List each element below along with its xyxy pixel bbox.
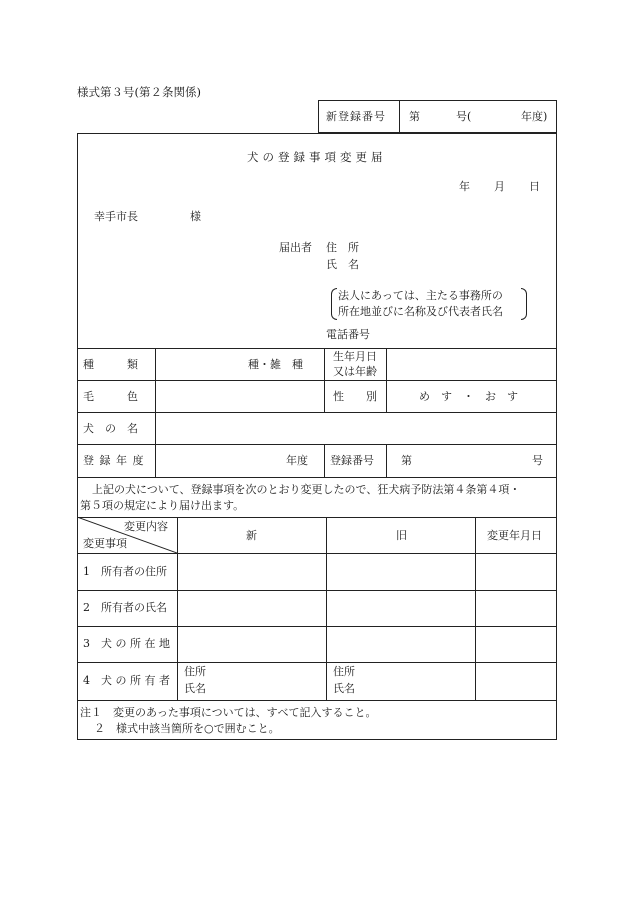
rule [77, 590, 557, 591]
rule [77, 626, 557, 627]
divider [177, 517, 178, 700]
corporate-note-line2: 所在地並びに名称及び代表者氏名 [338, 305, 503, 318]
divider [475, 517, 476, 700]
applicant-address-label: 住 所 [326, 241, 359, 254]
applicant-label: 届出者 [279, 241, 312, 254]
dog-birth-label-line1: 生年月日 [333, 350, 377, 363]
divider [324, 348, 325, 412]
note-line1: 注１ 変更のあった事項については、すべて記入すること。 [80, 706, 377, 719]
date-month: 月 [494, 180, 505, 193]
corner-change-content: 変更内容 [124, 520, 168, 533]
date-day: 日 [529, 180, 540, 193]
dai-label: 第 [409, 110, 420, 123]
nendo-label: 年度) [521, 110, 548, 123]
divider [324, 444, 325, 477]
new-owner-address-label: 住所 [184, 665, 206, 678]
note-line2: ２ 様式中該当箇所を○で囲むこと。 [94, 722, 280, 735]
change-row-label: 1 所有者の住所 [83, 565, 167, 578]
corporate-note-bracket-left [331, 288, 337, 320]
applicant-name-label: 氏 名 [326, 258, 359, 271]
form-title: 犬の登録事項変更届 [247, 150, 387, 164]
rule [77, 553, 557, 554]
rule [77, 700, 557, 701]
reg-year-label: 登 録 年 度 [83, 454, 145, 467]
new-registration-label: 新登録番号 [326, 110, 386, 123]
divider [386, 348, 387, 412]
addressee-honorific: 様 [190, 210, 201, 223]
change-row-label: 3 犬 の 所 在 地 [83, 637, 170, 650]
rule [77, 444, 557, 445]
old-owner-name-label: 氏名 [333, 682, 355, 695]
rule [77, 477, 557, 478]
corporate-note-bracket-right [521, 288, 527, 320]
form-label: 様式第３号(第２条関係) [77, 85, 201, 99]
divider [155, 348, 156, 477]
column-change-date: 変更年月日 [487, 529, 542, 542]
corporate-note-line1: 法人にあっては、主たる事務所の [338, 289, 503, 302]
column-old: 旧 [396, 529, 407, 542]
change-row-label: 2 所有者の氏名 [83, 601, 167, 614]
date-year: 年 [459, 180, 470, 193]
change-row-label: 4 犬 の 所 有 者 [83, 674, 170, 687]
dog-sex-value: め す ・ お す [419, 390, 518, 403]
statement-line2: 第５項の規定により届け出ます。 [80, 499, 245, 512]
rule [77, 348, 557, 349]
divider [326, 517, 327, 700]
rule [77, 662, 557, 663]
reg-number-dai: 第 [401, 454, 412, 467]
divider [399, 100, 400, 133]
reg-year-value: 年度 [286, 454, 308, 467]
dog-type-label: 種 類 [83, 358, 138, 371]
reg-number-go: 号 [532, 454, 543, 467]
dog-sex-label: 性 別 [333, 390, 377, 403]
reg-number-label: 登録番号 [330, 454, 374, 467]
dog-birth-label-line2: 又は年齢 [333, 365, 377, 378]
addressee: 幸手市長 [94, 210, 138, 223]
corner-change-item: 変更事項 [83, 537, 127, 550]
divider [386, 444, 387, 477]
column-new: 新 [246, 529, 257, 542]
rule [77, 380, 557, 381]
dog-type-value: 種・雑 種 [248, 358, 303, 371]
new-owner-name-label: 氏名 [184, 682, 206, 695]
phone-label: 電話番号 [326, 328, 370, 341]
rule [77, 412, 557, 413]
dog-color-label: 毛 色 [83, 390, 138, 403]
dog-name-label: 犬 の 名 [83, 422, 138, 435]
old-owner-address-label: 住所 [333, 665, 355, 678]
statement-line1: 上記の犬について、登録事項を次のとおり変更したので、狂犬病予防法第４条第４項・ [92, 483, 521, 496]
go-label: 号( [456, 110, 472, 123]
